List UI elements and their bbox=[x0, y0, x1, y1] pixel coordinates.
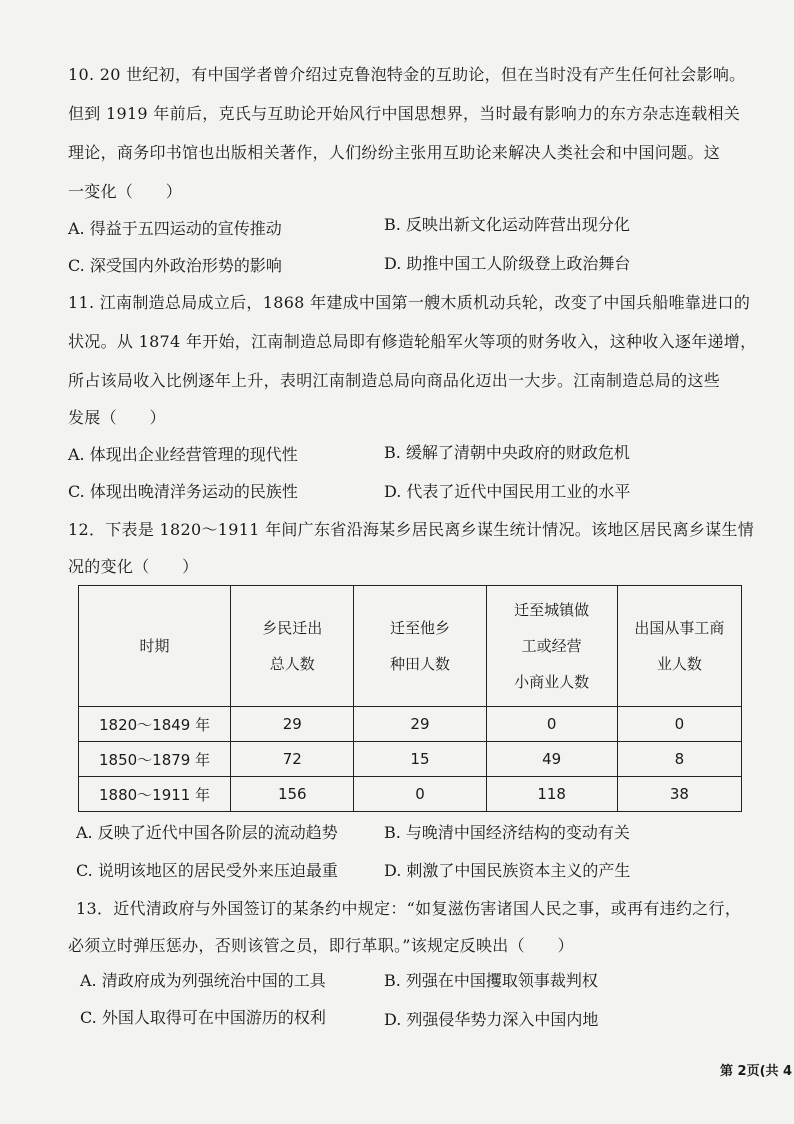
q11-option-a: A. 体现出企业经营管理的现代性 bbox=[68, 445, 298, 464]
header-town-work-line-2: 工或经营 bbox=[521, 637, 582, 655]
header-total-emigrants bbox=[231, 586, 354, 707]
q12-option-c: C. 说明该地区的居民受外来压迫最重 bbox=[76, 861, 338, 880]
table-cell: 49 bbox=[486, 742, 617, 777]
q10-option-c: C. 深受国内外政治形势的影响 bbox=[68, 256, 282, 275]
q13-stem-line-2: 必须立时弹压惩办，否则该管之员，即行革职。”该规定反映出（ ） bbox=[68, 936, 574, 955]
table-cell: 8 bbox=[617, 742, 741, 777]
emigration-stats-table bbox=[78, 585, 742, 812]
q11-stem-line-4: 发展（ ） bbox=[68, 408, 166, 427]
header-town-work-line-3: 小商业人数 bbox=[514, 673, 590, 691]
table-cell: 29 bbox=[231, 707, 354, 742]
q10-option-a: A. 得益于五四运动的宣传推动 bbox=[68, 219, 282, 238]
header-farming-line-1: 迁至他乡 bbox=[389, 619, 450, 637]
header-total-emigrants-line-1: 乡民迁出 bbox=[262, 619, 323, 637]
header-town-work bbox=[486, 586, 617, 707]
table-cell: 29 bbox=[354, 707, 486, 742]
table-cell: 0 bbox=[617, 707, 741, 742]
q10-stem-line-2: 但到 1919 年前后，克氏与互助论开始风行中国思想界，当时最有影响力的东方杂志连载相关 bbox=[68, 104, 741, 123]
q11-stem-line-2: 状况。从 1874 年开始，江南制造总局即有修造轮船军火等项的财务收入，这种收入逐年递增， bbox=[68, 332, 757, 351]
header-period bbox=[79, 586, 231, 707]
header-abroad-line-2: 业人数 bbox=[656, 655, 702, 673]
q10-option-d: D. 助推中国工人阶级登上政治舞台 bbox=[384, 254, 631, 273]
q11-option-b: B. 缓解了清朝中央政府的财政危机 bbox=[384, 443, 630, 462]
q13-option-d: D. 列强侵华势力深入中国内地 bbox=[384, 1010, 599, 1029]
header-period-text: 时期 bbox=[139, 637, 170, 655]
q10-stem-line-4: 一变化（ ） bbox=[68, 182, 183, 201]
table-header-row bbox=[79, 586, 742, 707]
table-cell: 0 bbox=[486, 707, 617, 742]
table-cell: 1880～1911 年 bbox=[79, 777, 231, 812]
table-cell: 118 bbox=[486, 777, 617, 812]
header-farming-line-2: 种田人数 bbox=[389, 655, 450, 673]
table-cell: 15 bbox=[354, 742, 486, 777]
q12-stem-line-1: 12．下表是 1820～1911 年间广东省沿海某乡居民离乡谋生统计情况。该地区居民离乡谋生情 bbox=[68, 520, 755, 539]
table-cell: 1850～1879 年 bbox=[79, 742, 231, 777]
table-cell: 38 bbox=[617, 777, 741, 812]
q11-stem-line-3: 所占该局收入比例逐年上升，表明江南制造总局向商品化迈出一大步。江南制造总局的这些 bbox=[68, 371, 721, 390]
header-farming bbox=[354, 586, 486, 707]
table-cell: 0 bbox=[354, 777, 486, 812]
q11-option-c: C. 体现出晚清洋务运动的民族性 bbox=[68, 482, 298, 501]
table-cell: 1820～1849 年 bbox=[79, 707, 231, 742]
table-cell: 72 bbox=[231, 742, 354, 777]
header-abroad-line-1: 出国从事工商 bbox=[634, 619, 725, 637]
table-cell: 156 bbox=[231, 777, 354, 812]
q12-option-a: A. 反映了近代中国各阶层的流动趋势 bbox=[76, 823, 338, 842]
q13-stem-line-1: 13．近代清政府与外国签订的某条约中规定：“如复滋伤害诸国人民之事，或再有违约之行， bbox=[76, 899, 742, 918]
q12-option-b: B. 与晚清中国经济结构的变动有关 bbox=[384, 823, 630, 842]
header-town-work-line-1: 迁至城镇做 bbox=[514, 601, 590, 619]
q13-option-a: A. 清政府成为列强统治中国的工具 bbox=[80, 971, 326, 990]
page-number: 第 2页(共 4 bbox=[720, 1064, 793, 1079]
q10-stem-line-1: 10. 20 世纪初，有中国学者曾介绍过克鲁泡特金的互助论，但在当时没有产生任何社会影响。 bbox=[68, 65, 746, 84]
table-row bbox=[79, 777, 742, 812]
table-row bbox=[79, 742, 742, 777]
q12-stem-line-2: 况的变化（ ） bbox=[68, 557, 199, 576]
q11-stem-line-1: 11. 江南制造总局成立后，1868 年建成中国第一艘木质机动兵轮，改变了中国兵船唯靠进口的 bbox=[68, 293, 751, 312]
table-row bbox=[79, 707, 742, 742]
q11-option-d: D. 代表了近代中国民用工业的水平 bbox=[384, 482, 631, 501]
q10-stem-line-3: 理论，商务印书馆也出版相关著作，人们纷纷主张用互助论来解决人类社会和中国问题。这 bbox=[68, 143, 721, 162]
q12-option-d: D. 刺激了中国民族资本主义的产生 bbox=[384, 861, 631, 880]
q13-option-c: C. 外国人取得可在中国游历的权利 bbox=[80, 1008, 326, 1027]
header-total-emigrants-line-2: 总人数 bbox=[269, 655, 315, 673]
q10-option-b: B. 反映出新文化运动阵营出现分化 bbox=[384, 215, 630, 234]
header-abroad bbox=[617, 586, 741, 707]
q13-option-b: B. 列强在中国攫取领事裁判权 bbox=[384, 971, 598, 990]
